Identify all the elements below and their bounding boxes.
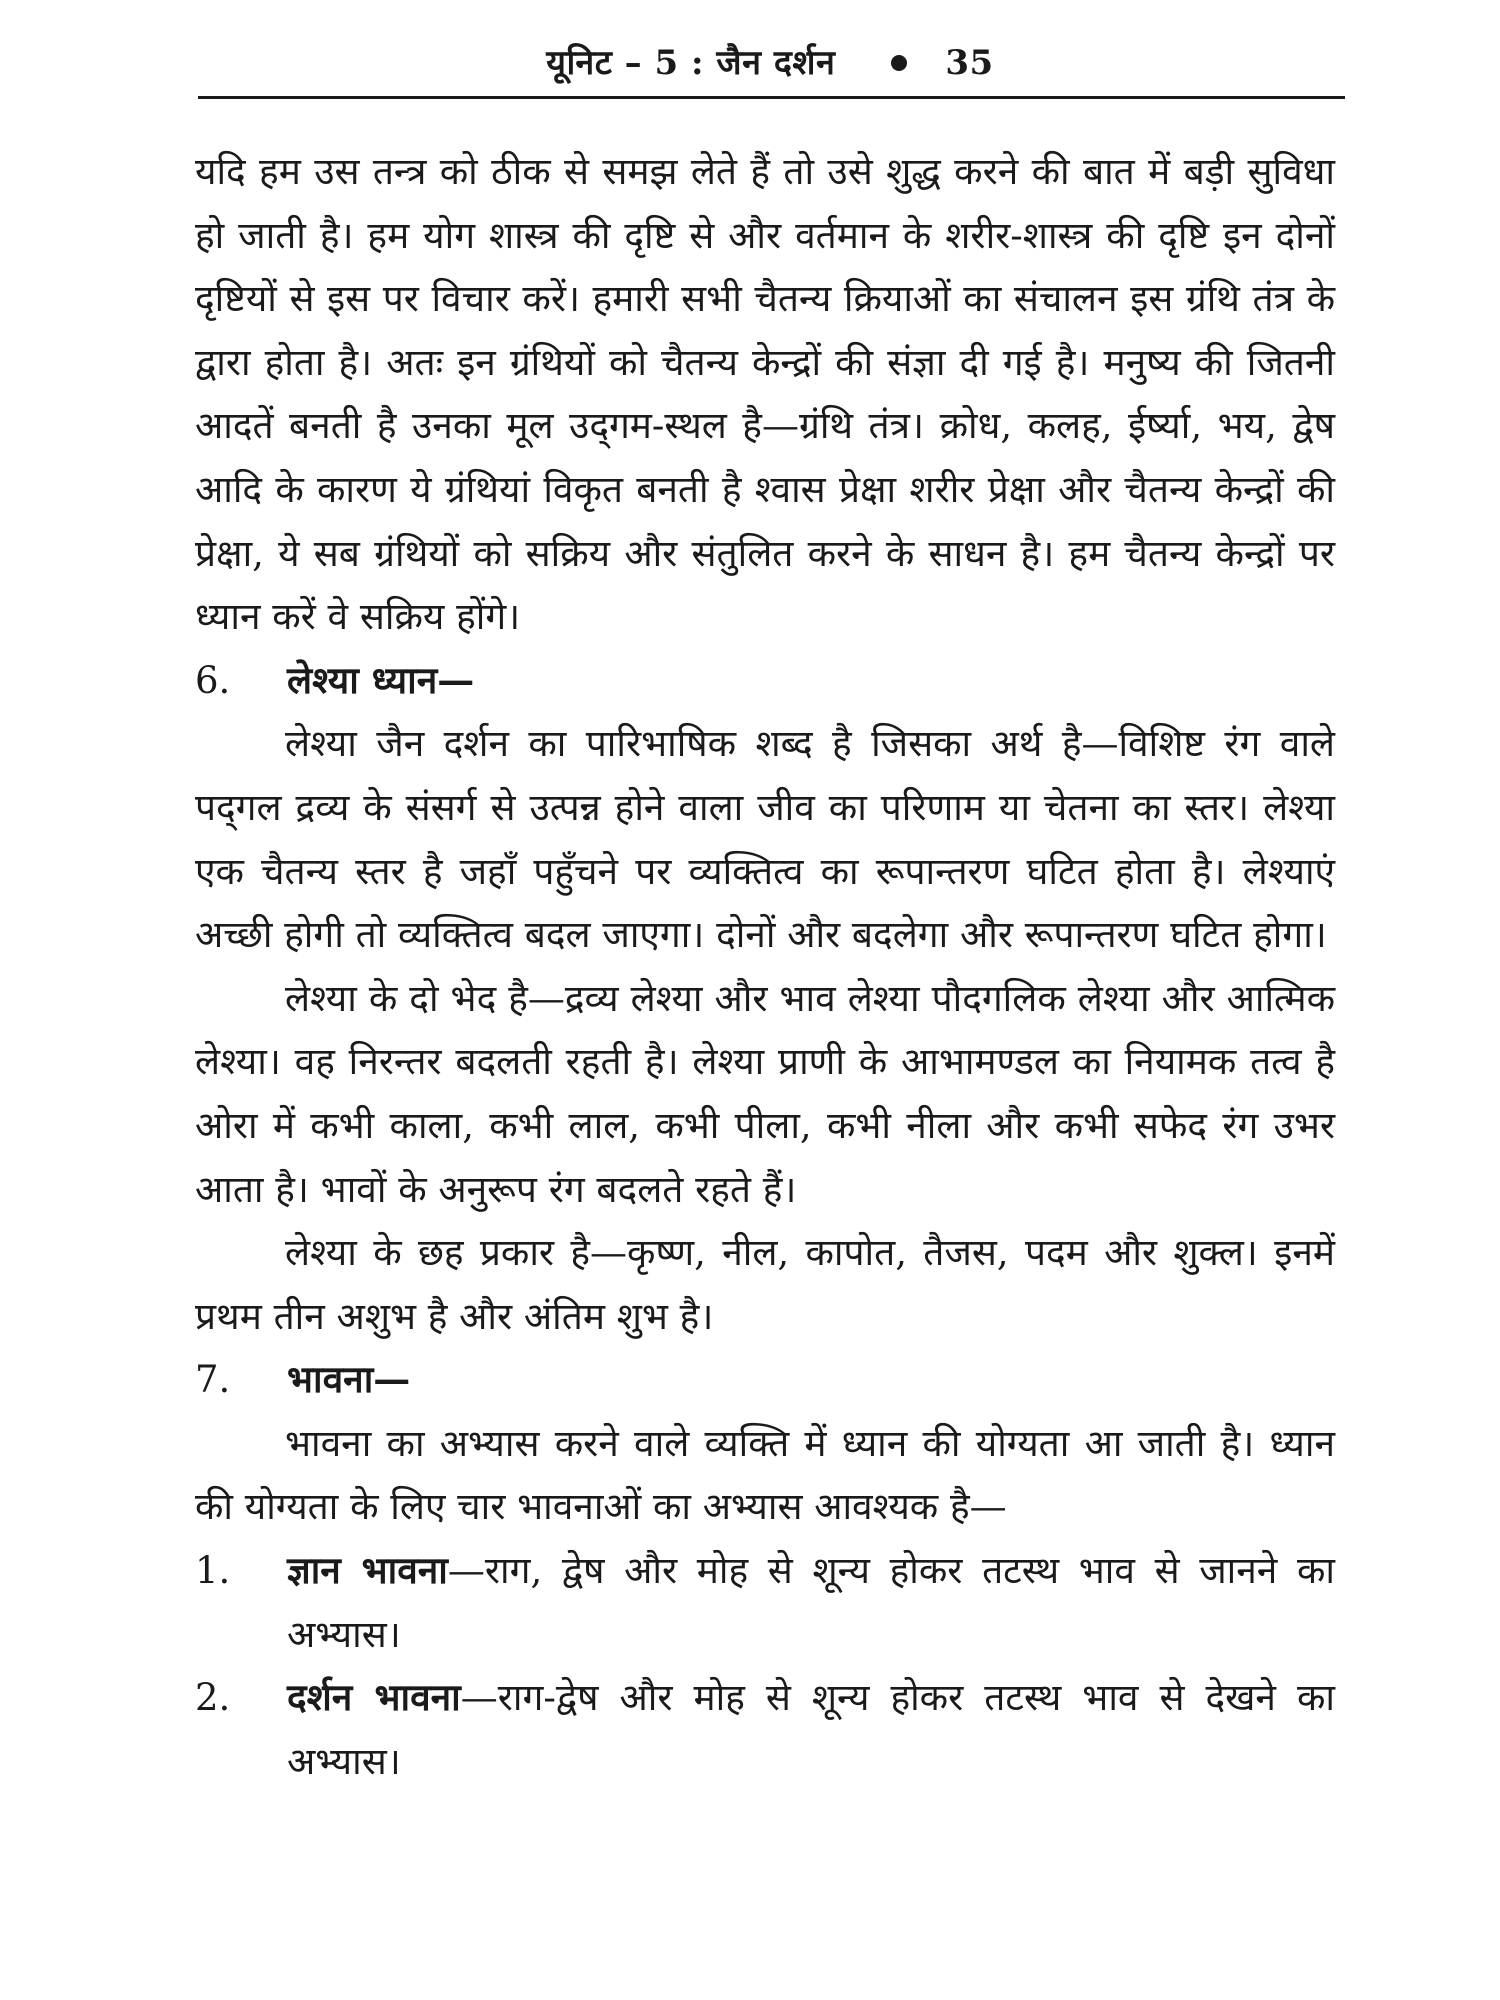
list-item: [195, 1539, 1335, 1666]
paragraph-leshya-six-kinds: लेश्या के छह प्रकार है—कृष्ण, नील, कापोत, तैजस, पदम और शुक्ल। इनमें प्रथम तीन अशुभ है और अंतिम शुभ है।: [195, 1231, 1335, 1338]
body-text: [195, 140, 1335, 1793]
paragraph-gland-system: यदि हम उस तन्त्र को ठीक से समझ लेते हैं तो उसे शुद्ध करने की बात में बड़ी सुविधा हो जाती है। हम योग शास्त्र की दृष्टि से और वर्तमान के शरीर-शास्त्र की दृष्टि इन दोनों दृष्टियों से इस पर विचार करें। हमारी सभी चैतन्य क्रियाओं का संचालन इस ग्रंथि तंत्र के द्वारा होता है। अतः इन ग्रंथियों को चैतन्य केन्द्रों की संज्ञा दी गई है। मनुष्य की जितनी आदतें बनती है उनका मूल उद्‌गम-स्थल है—ग्रंथि तंत्र। क्रोध, कलह, ईर्ष्या, भय, द्वेष आदि के कारण ये ग्रंथियां विकृत बनती है श्वास प्रेक्षा शरीर प्रेक्षा और चैतन्य केन्द्रों की प्रेक्षा, ये सब ग्रंथियों को सक्रिय और संतुलित करने के साधन है। हम चैतन्य केन्द्रों पर ध्यान करें वे सक्रिय होंगे।: [195, 150, 1335, 639]
list-item-term: दर्शन भावना: [287, 1675, 461, 1720]
header-rule: [198, 96, 1345, 99]
section-number: 7.: [195, 1358, 231, 1402]
section-title: लेश्या ध्यान—: [287, 657, 475, 702]
list-item-number: 1.: [195, 1549, 231, 1593]
page-number: 35: [945, 43, 994, 83]
section-heading-6: [195, 649, 1335, 713]
list-item-number: 2.: [195, 1676, 231, 1720]
running-header: [200, 38, 1340, 84]
list-item-content: [287, 1666, 1335, 1793]
list-item-term: ज्ञान भावना: [287, 1548, 448, 1593]
paragraph-bhavana-intro: भावना का अभ्यास करने वाले व्यक्ति में ध्यान की योग्यता आ जाती है। ध्यान की योग्यता के लिए चार भावनाओं का अभ्यास आवश्यक है—: [195, 1421, 1335, 1529]
section-title: भावना—: [287, 1357, 411, 1402]
section-heading-7: [195, 1348, 1335, 1412]
list-item: [195, 1666, 1335, 1793]
list-item-content: [287, 1539, 1335, 1666]
bullet-icon: [891, 55, 907, 71]
list-item-text: —राग-द्वेष और मोह से शून्य होकर तटस्थ भाव से देखने का अभ्यास।: [287, 1676, 1335, 1783]
unit-title: यूनिट – 5 : जैन दर्शन: [546, 43, 836, 83]
section-number: 6.: [195, 658, 231, 702]
list-item-text: —राग, द्वेष और मोह से शून्य होकर तटस्थ भाव से जानने का अभ्यास।: [287, 1549, 1335, 1656]
paragraph-leshya-types: लेश्या के दो भेद है—द्रव्य लेश्या और भाव लेश्या पौदगलिक लेश्या और आत्मिक लेश्या। वह निरन्तर बदलती रहती है। लेश्या प्राणी के आभामण्डल का नियामक तत्व है ओरा में कभी काला, कभी लाल, कभी पीला, कभी नीला और कभी सफेद रंग उभर आता है। भावों के अनुरूप रंग बदलते रहते हैं।: [195, 976, 1335, 1211]
paragraph-leshya-definition: लेश्या जैन दर्शन का पारिभाषिक शब्द है जिसका अर्थ है—विशिष्ट रंग वाले पद्‌गल द्रव्य के संसर्ग से उत्पन्न होने वाला जीव का परिणाम या चेतना का स्तर। लेश्या एक चैतन्य स्तर है जहाँ पहुँचने पर व्यक्तित्व का रूपान्तरण घटित होता है। लेश्याएं अच्छी होगी तो व्यक्तित्व बदल जाएगा। दोनों और बदलेगा और रूपान्तरण घटित होगा।: [195, 722, 1335, 957]
